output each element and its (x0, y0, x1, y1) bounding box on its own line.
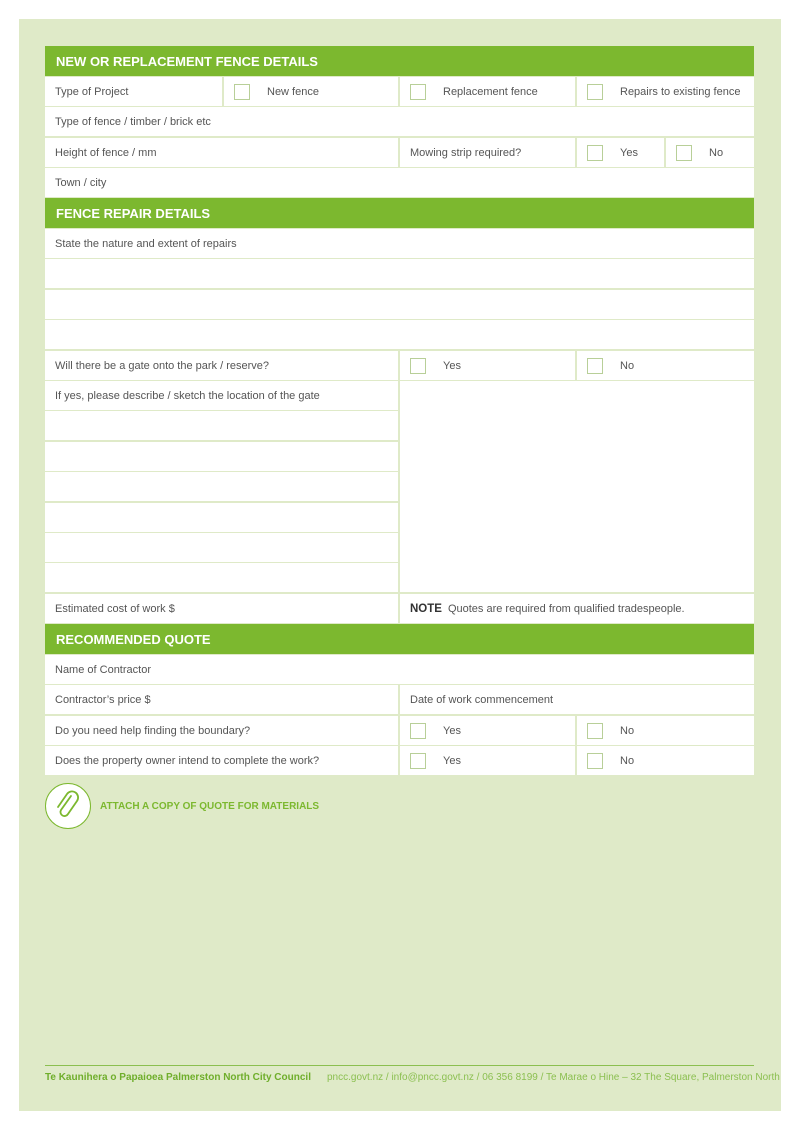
option-label: No (709, 146, 724, 159)
boundary-yes[interactable] (400, 716, 575, 745)
checkbox[interactable] (587, 723, 603, 739)
checkbox[interactable] (587, 84, 603, 100)
sketch-area[interactable] (400, 381, 754, 592)
attach-note: ATTACH A COPY OF QUOTE FOR MATERIALS (100, 801, 320, 812)
boundary-label: Do you need help finding the boundary? (45, 716, 398, 745)
checkbox[interactable] (587, 358, 603, 374)
type-of-fence-field[interactable]: Type of fence / timber / brick etc (45, 107, 754, 136)
option-label: Yes (443, 359, 461, 372)
describe-line[interactable] (45, 472, 398, 501)
option-label: No (620, 724, 635, 737)
repairs-line[interactable] (45, 259, 754, 288)
option-label: New fence (267, 85, 319, 98)
section-header: FENCE REPAIR DETAILS (45, 198, 754, 228)
mowing-label: Mowing strip required? (400, 138, 575, 167)
type-of-project-label: Type of Project (45, 77, 222, 106)
footer-org: Te Kaunihera o Papaioea Palmerston North City Council (45, 1072, 311, 1083)
checkbox[interactable] (410, 723, 426, 739)
mowing-no[interactable] (666, 138, 754, 167)
option-label: Replacement fence (443, 85, 538, 98)
checkbox[interactable] (410, 358, 426, 374)
new-fence-option[interactable] (224, 77, 398, 106)
mowing-yes[interactable] (577, 138, 664, 167)
checkbox[interactable] (676, 145, 692, 161)
replacement-fence-option[interactable] (400, 77, 575, 106)
option-label: No (620, 359, 635, 372)
repairs-line[interactable] (45, 320, 754, 349)
section-header: RECOMMENDED QUOTE (45, 624, 754, 654)
describe-line[interactable] (45, 533, 398, 562)
checkbox[interactable] (587, 145, 603, 161)
option-label: Yes (443, 754, 461, 767)
note-text: Quotes are required from qualified tradespeople. (447, 602, 685, 615)
height-field[interactable]: Height of fence / mm (45, 138, 398, 167)
footer-contact: pncc.govt.nz / info@pncc.govt.nz / 06 356 8199 / Te Marae o Hine – 32 The Square, Palmerston North (326, 1072, 780, 1083)
describe-line[interactable] (45, 411, 398, 440)
gate-label: Will there be a gate onto the park / reserve? (45, 351, 398, 380)
owner-no[interactable] (577, 746, 754, 775)
price-field[interactable]: Contractor’s price $ (45, 685, 398, 714)
cost-field[interactable]: Estimated cost of work $ (45, 594, 398, 623)
option-label: Yes (620, 146, 638, 159)
contractor-field[interactable]: Name of Contractor (45, 655, 754, 684)
boundary-no[interactable] (577, 716, 754, 745)
checkbox[interactable] (410, 753, 426, 769)
checkbox[interactable] (587, 753, 603, 769)
owner-label: Does the property owner intend to complete the work? (45, 746, 398, 775)
owner-yes[interactable] (400, 746, 575, 775)
checkbox[interactable] (234, 84, 250, 100)
gate-no[interactable] (577, 351, 754, 380)
describe-line[interactable] (45, 563, 398, 592)
checkbox[interactable] (410, 84, 426, 100)
footer-rule (45, 1065, 754, 1066)
repairs-option[interactable] (577, 77, 754, 106)
footer (45, 1072, 780, 1083)
option-label: No (620, 754, 635, 767)
town-field[interactable]: Town / city (45, 168, 754, 197)
repairs-line[interactable] (45, 290, 754, 319)
gate-yes[interactable] (400, 351, 575, 380)
option-label: Yes (443, 724, 461, 737)
repairs-field[interactable]: State the nature and extent of repairs (45, 229, 754, 258)
describe-line[interactable] (45, 442, 398, 471)
note-label: NOTE (410, 602, 442, 615)
gate-describe-field[interactable]: If yes, please describe / sketch the location of the gate (45, 381, 398, 410)
section-header: NEW OR REPLACEMENT FENCE DETAILS (45, 46, 754, 76)
note (400, 594, 754, 623)
paperclip-icon (45, 783, 91, 829)
describe-line[interactable] (45, 503, 398, 532)
option-label: Repairs to existing fence (620, 85, 741, 98)
date-field[interactable]: Date of work commencement (400, 685, 754, 714)
